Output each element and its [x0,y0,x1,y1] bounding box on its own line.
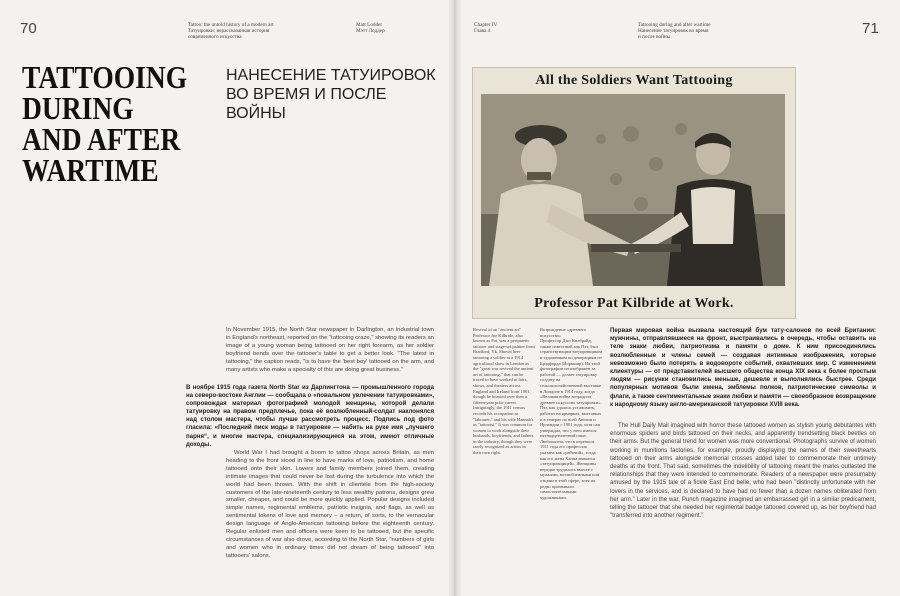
caption-russian: Возрождение «древнего искусства» Профессор Джо Килбрайд, также известный как Пэт, был странствующим татуировщиком и художником по декорациям из Брэдфорда (Йоркшир). На этой фотографии он изображён за работой — делает татуировку солдату на сельскохозяйственной выставке в Лондоне в 1914 году, когда «Великая война возродила древнее искусство татуировки». Пэт, как удалось установить, работал на ярмарках, выставках и в театрах по всей Англии и Ирландии с 1901 года, хотя сам утверждал, что у него имелся пятнадцатилетний опыт. Любопытно, что в переписи 1911 года его профессия указана как «рабочий», тогда как его жена Ханна значится «татуировщицей». Женщины нередко трудились вместе с мужьями, возлюбленными или отцами в этой сфере, хотя их редко признавали самостоятельными художниками. [540,327,603,500]
photo-caption: Professor Pat Kilbride at Work. [534,296,734,311]
paragraph-ru-2: Первая мировая война вызвала настоящий бум тату-салонов по всей Британии: мужчины, отправлявшиеся на фронт, выстраивались в очередь, чтобы оставить на теле знаки любви, патриотизма и памяти о доме. К ним присоединялись возлюбленные и члены семей — создавая интимные изображения, которые невозможно было потерять в водовороте событий, охвативших мир. С изменением клиентуры — от представителей высшего общества конца XIX века к более простым людям — рисунки становились меньше, дешевле и выполнялись быстрее. Среди популярных мотивов были имена, эмблемы полков, патриотические символы и флаги, а также сентиментальные знаки любви и памяти — своеобразное возвращение к народному языку англо-американской татуировки XVIII века. [610,327,876,408]
body-column-left [226,327,434,374]
page-number-left: 70 [20,20,37,37]
chapter-title-english: TATTOOING DURING AND AFTER WARTIME [22,59,188,188]
running-header-section: Tattooing during and after wartime Нанесение татуировок во время и после войны [638,22,711,40]
body-column-right-en [610,422,876,520]
body-column-right-ru [610,327,876,409]
paragraph-ru-1: В ноябре 1915 года газета North Star из Дарлингтона — промышленного города на северо-востоке Англии — сообщала о «повальном увлечении татуировками», сопровождая материал фотографией молодой женщины, которой делали татуировку на правом предплечье, пока её возлюбленный-солдат наклонялся над столом мастера, чтобы лучше рассмотреть процесс. Подпись под фото гласила: «Последний писк моды в татуировке — набить на руке имя „лучшего парня“, и многие мастера, специализирующиеся на этом, имеют отличные доходы. [186,384,434,448]
photo-image [481,94,785,286]
book-gutter [448,0,462,596]
paragraph-en-1: In November 1915, the North Star newspaper in Darlington, an industrial town in England's northeast, reported on the "tattooing craze," showing its readers an image of a young woman being tattooed on her right forearm, as her soldier boyfriend bends over the tattooer's table to get a better look. "The latest in tattooing," the caption reads, "is to have the 'best boy' tattooed on the arm, and many artists who make a specialty of this are doing great business." [226,327,435,373]
running-header-chapter: Chapter IV Глава 4 [474,22,498,34]
chapter-title-russian: НАНЕСЕНИЕ ТАТУИРОВОК ВО ВРЕМЯ И ПОСЛЕ ВОЙНЫ [226,67,436,122]
running-header-book: Tattoo: the untold history of a modern art Татуировки: нерассказанная история современного искусства [188,22,274,40]
caption-english: Revival of an "ancient art" Professor Joe Kilbride, also known as Pat, was a peripatetic tattooer and stage-set painter from Bradford, Yk. Shown here tattooing a soldier at a 1914 agricultural show in London as the "great war revived the ancient art of tattooing," that can be traced to have worked at fairs, shows, and theaters across England and Ireland from 1901, though he boasted over then a fifteen-year prior career. Intriguingly, the 1911 census records his occupation as "labourer," and his wife Hannah's as "tattooist." It was common for women to work alongside their husbands, boyfriends, and fathers in the industry, though they were rarely recognized as artists in their own right. [473,327,535,456]
page-number-right: 71 [862,20,879,37]
paragraph-en-2: World War I had brought a boom to tattoo shops across Britain, as men heading to the front stood in line to have marks of love, patriotism, and home tattooed onto their skin. Lovers and family members joined them, creating intimate images that could never be lost during the turbulence into which the world had been thrown. With the shift in clientele from the high-society customers of the late-nineteenth century to less wealthy patrons, designs grew smaller, cheaper, and could be more quickly applied. Popular designs included simple names, regimental emblems, patriotic insignia, and flags, as well as sentimental tokens of love and memory – a return, of sorts, to the vernacular design language of Anglo-American tattooing before the eighteenth century. Regular enlisted men and officers were keen to be tattooed, but the specific circumstances of war also drove, according to the North Star, "numbers of girls and women who in ordinary times did not dream of being tattooed" into tattooers' salons. [226,450,434,559]
body-column-left-ru [186,384,434,449]
paragraph-en-3: The Hull Daily Mail imagined with horror these tattooed women as stylish young debutantes with enormous spiders and birds tattooed on their necks, and apparently trendsetting black beetles on their arms. But the general trend for women was more conventional. Photographs survive of women working in munitions factories, for example, proudly displaying the names of their sweethearts tattooed on their arms alongside memorial crosses added later to commemorate their untimely deaths at the front. That said, sometimes the indelibility of tattooing meant the marks outlasted the relationships that they were intended to commemorate. Readers of a newspaper were presumably amused by the 1915 tale of a fickle East End belle, who had been "distinctly unfortunate with her lovers in the services, and is declared to have had no fewer than a dozen names obliterated from her arm." Later in the war, Punch magazine imagined an embarrassed girl in a similar predicament, telling the tattooer that she needed her regimental badge tattooed covered up, as her boyfriend had "transferred into another regiment." [610,423,876,520]
photo-illustration [481,94,785,286]
photo-headline: All the Soldiers Want Tattooing [535,73,733,88]
running-header-author: Matt Lodder Мэтт Лоддер [356,22,385,34]
historic-photograph [472,67,796,319]
body-column-left-2 [226,450,434,561]
